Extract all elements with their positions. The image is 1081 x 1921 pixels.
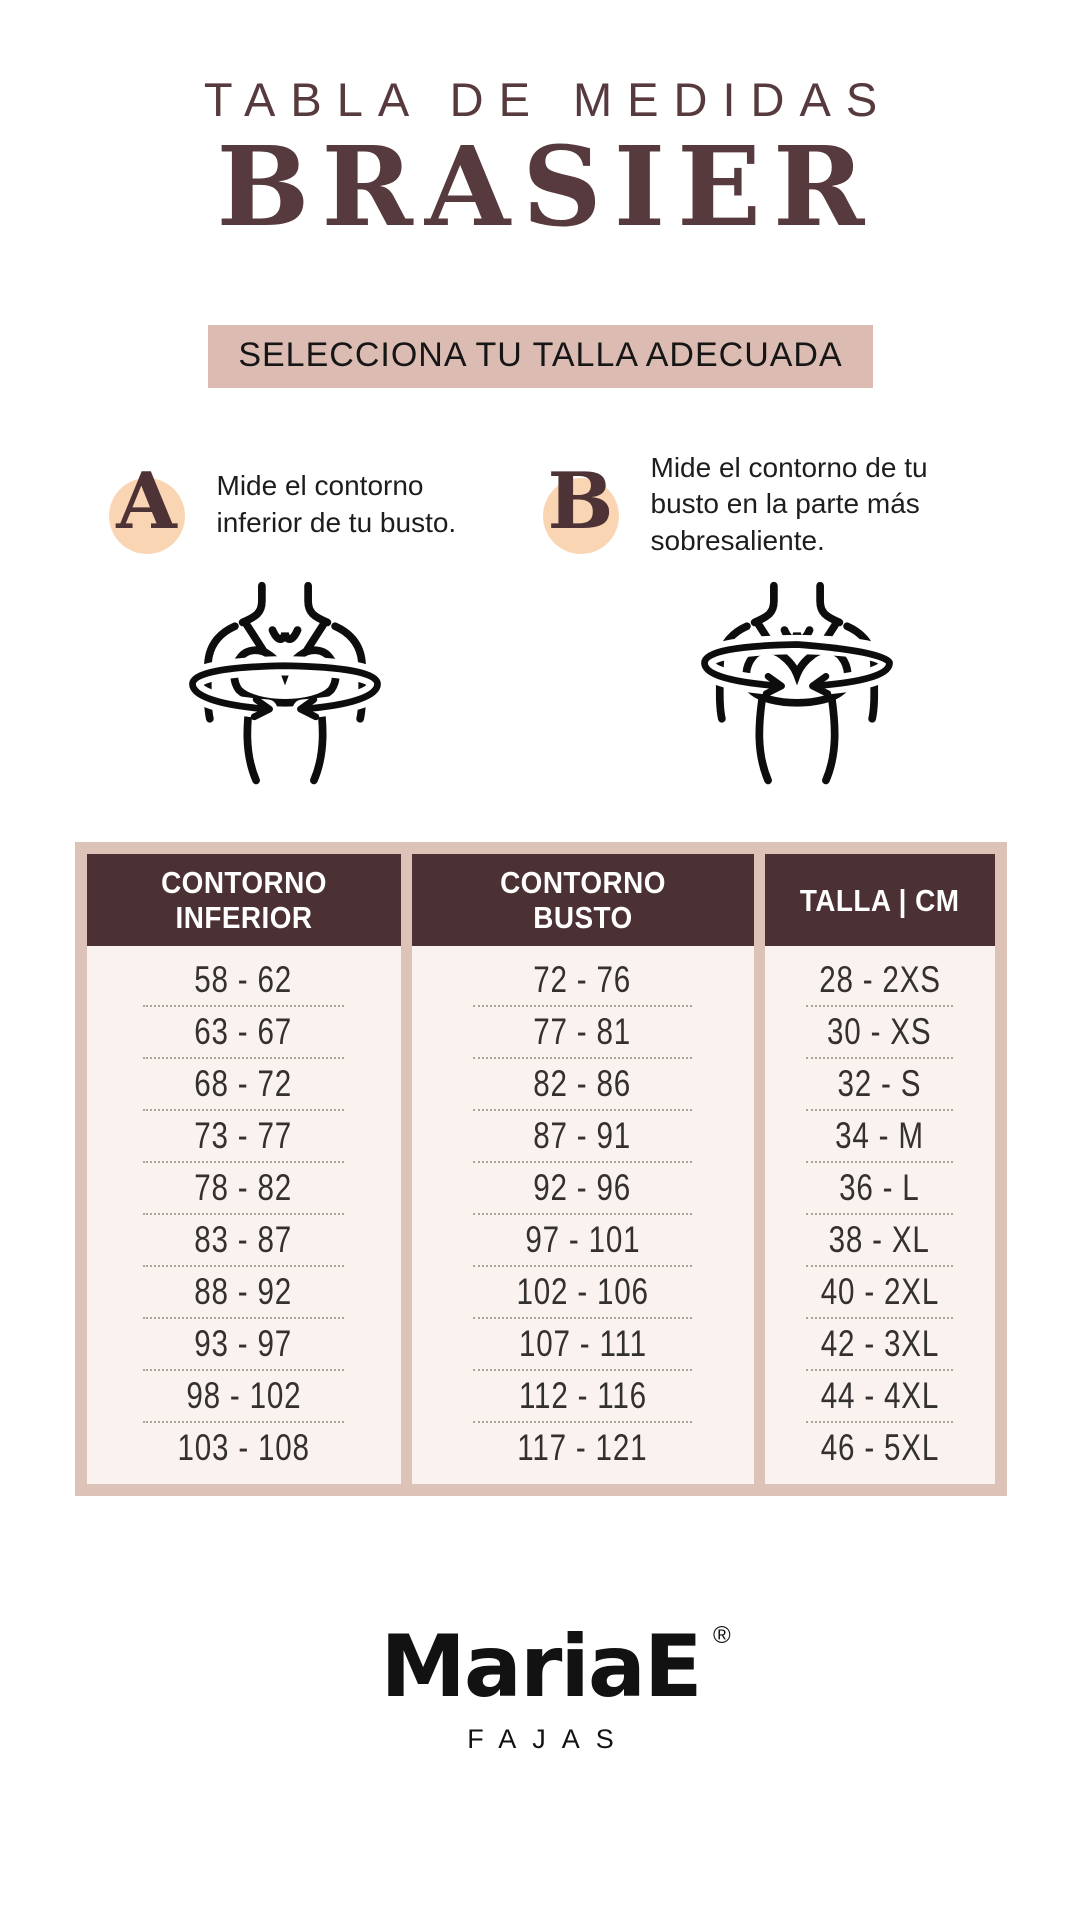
instruction-a-text: Mide el contorno inferior de tu busto. xyxy=(216,469,457,538)
table-cell: 42 - 3XL xyxy=(765,1318,995,1370)
bust-measure-icon xyxy=(691,574,903,796)
table-cell: 117 - 121 xyxy=(517,1427,648,1469)
table-cell: 58 - 62 xyxy=(87,954,401,1006)
column-talla-cm xyxy=(765,854,995,1484)
column-cells xyxy=(412,946,754,1474)
page-subtitle: TABLA DE MEDIDAS xyxy=(203,73,893,126)
banner-row xyxy=(0,325,1081,388)
table-cell: 102 - 106 xyxy=(412,1266,754,1318)
table-cell: 46 - 5XL xyxy=(820,1427,939,1469)
table-cell: 88 - 92 xyxy=(87,1266,401,1318)
table-cell: 92 - 96 xyxy=(412,1162,754,1214)
table-cell: 36 - L xyxy=(765,1162,995,1214)
table-cell: 112 - 116 xyxy=(412,1370,754,1422)
measure-figures xyxy=(0,574,1081,796)
table-cell: 28 - 2XS xyxy=(765,954,995,1006)
badge-b-letter: B xyxy=(547,455,614,547)
table-cell: 44 - 4XL xyxy=(765,1370,995,1422)
table-cell: 63 - 67 xyxy=(87,1006,401,1058)
badge-a xyxy=(99,450,195,560)
instruction-b xyxy=(533,450,983,561)
table-cell: 107 - 111 xyxy=(412,1318,754,1370)
column-contorno-busto xyxy=(412,854,754,1484)
page-title: BRASIER xyxy=(216,122,877,251)
badge-b xyxy=(533,450,629,560)
column-cells xyxy=(87,946,401,1474)
registered-mark: ® xyxy=(712,1622,731,1650)
table-cell: 77 - 81 xyxy=(412,1006,754,1058)
column-contorno-inferior xyxy=(87,854,401,1484)
column-cells xyxy=(765,946,995,1474)
table-cell: 34 - M xyxy=(765,1110,995,1162)
brand-footer xyxy=(0,1617,1081,1755)
measure-instructions xyxy=(0,450,1081,561)
brand-tagline: FAJAS xyxy=(467,1724,630,1755)
table-cell: 98 - 102 xyxy=(87,1370,401,1422)
instruction-b-text: Mide el contorno de tu busto en la parte más sobresaliente. xyxy=(650,451,928,557)
table-cell: 83 - 87 xyxy=(87,1214,401,1266)
brand-lockup xyxy=(380,1617,731,1718)
size-table xyxy=(75,842,1007,1496)
select-size-banner: SELECCIONA TU TALLA ADECUADA xyxy=(208,325,872,388)
table-cell: 82 - 86 xyxy=(412,1058,754,1110)
underbust-measure-icon xyxy=(179,574,391,796)
table-cell: 87 - 91 xyxy=(412,1110,754,1162)
column-header-contorno-busto: CONTORNO BUSTO xyxy=(412,854,754,946)
table-cell: 97 - 101 xyxy=(412,1214,754,1266)
table-cell: 38 - XL xyxy=(765,1214,995,1266)
table-cell: 73 - 77 xyxy=(87,1110,401,1162)
table-cell: 103 - 108 xyxy=(177,1427,310,1469)
table-cell: 78 - 82 xyxy=(87,1162,401,1214)
table-cell: 68 - 72 xyxy=(87,1058,401,1110)
table-cell: 40 - 2XL xyxy=(765,1266,995,1318)
table-cell: 32 - S xyxy=(765,1058,995,1110)
column-header-contorno-inferior: CONTORNO INFERIOR xyxy=(87,854,401,946)
brand-logo: MariaE xyxy=(380,1617,701,1718)
column-header-talla-cm: TALLA | CM xyxy=(765,854,995,946)
badge-a-letter: A xyxy=(116,455,177,547)
instruction-a xyxy=(99,450,499,560)
table-cell: 72 - 76 xyxy=(412,954,754,1006)
table-cell: 30 - XS xyxy=(765,1006,995,1058)
table-cell: 93 - 97 xyxy=(87,1318,401,1370)
